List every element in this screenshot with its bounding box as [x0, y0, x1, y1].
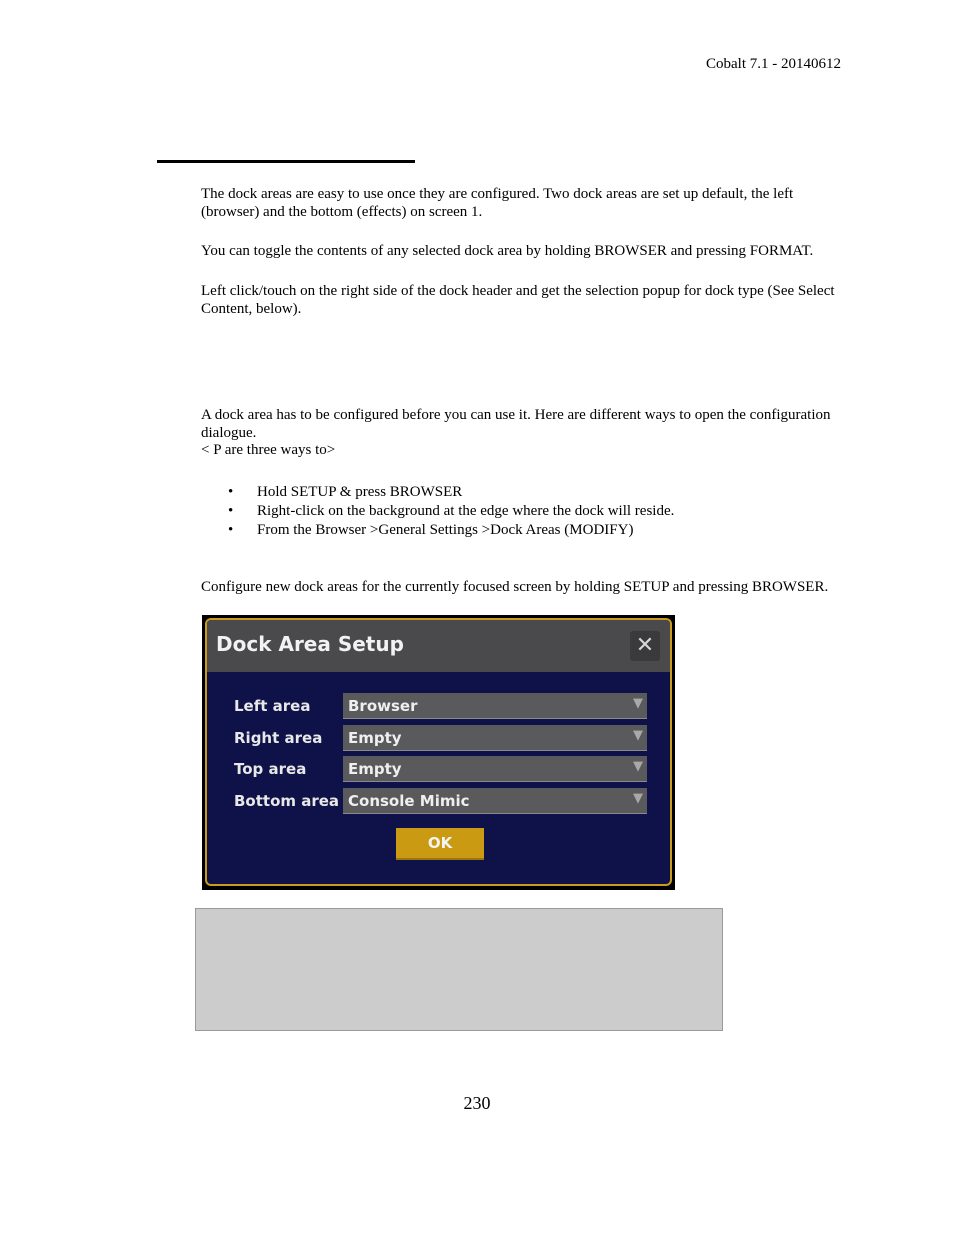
paragraph-toggle: You can toggle the contents of any selected dock area by holding BROWSER and pressing FORMAT.: [201, 243, 814, 259]
right-area-select[interactable]: [343, 725, 647, 751]
paragraph-selection-popup: Left click/touch on the right side of the dock header and get the selection popup for dock type (See Select Content, below).: [201, 283, 835, 317]
dialog-title: Dock Area Setup: [216, 632, 404, 656]
list-item-text: Hold SETUP & press BROWSER: [257, 484, 463, 500]
left-area-value: Browser: [348, 697, 418, 715]
bottom-area-select[interactable]: [343, 788, 647, 814]
close-icon: ✕: [635, 633, 655, 658]
right-area-label: Right area: [234, 729, 323, 747]
chevron-down-icon: ▼: [633, 696, 643, 711]
left-area-label: Left area: [234, 697, 311, 715]
list-item: [201, 483, 851, 502]
ok-button[interactable]: OK: [396, 828, 484, 860]
paragraph-configure-intro: [201, 407, 851, 460]
dialog-screenshot: [202, 615, 675, 890]
paragraph-dock-usage: The dock areas are easy to use once they are configured. Two dock areas are set up default, the left (browser) and the bottom (effects) on screen 1.: [201, 186, 794, 220]
paragraph-configure-text: A dock area has to be configured before you can use it. Here are different ways to open the configuration dialogue.: [201, 407, 831, 441]
note-box: [195, 908, 723, 1031]
list-item: [201, 521, 851, 540]
top-area-value: Empty: [348, 760, 402, 778]
bottom-area-label: Bottom area: [234, 792, 340, 810]
top-area-select[interactable]: [343, 756, 647, 782]
right-area-value: Empty: [348, 729, 402, 747]
close-button[interactable]: [630, 631, 660, 661]
top-area-label: Top area: [234, 760, 307, 778]
bullet-glyph: •: [228, 522, 234, 538]
chevron-down-icon: ▼: [633, 791, 643, 806]
bottom-area-value: Console Mimic: [348, 792, 470, 810]
list-item: [201, 502, 851, 521]
paragraph-configure-new: Configure new dock areas for the currently focused screen by holding SETUP and pressing BROWSER.: [201, 579, 829, 595]
list-item-text: Right-click on the background at the edge where the dock will reside.: [257, 503, 675, 519]
left-area-select[interactable]: [343, 693, 647, 719]
page-number: 230: [463, 1093, 491, 1113]
list-item-text: From the Browser >General Settings >Dock Areas (MODIFY): [257, 522, 634, 538]
dialog-title-bar: [207, 620, 670, 672]
chevron-down-icon: ▼: [633, 728, 643, 743]
dock-area-setup-dialog: [205, 618, 672, 886]
bullet-glyph: •: [228, 503, 234, 519]
bullet-glyph: •: [228, 484, 234, 500]
ways-list: [201, 483, 851, 540]
chevron-down-icon: ▼: [633, 759, 643, 774]
section-rule: [157, 160, 415, 163]
running-header: Cobalt 7.1 - 20140612: [706, 56, 841, 72]
paragraph-configure-note: < P are three ways to>: [201, 442, 336, 458]
